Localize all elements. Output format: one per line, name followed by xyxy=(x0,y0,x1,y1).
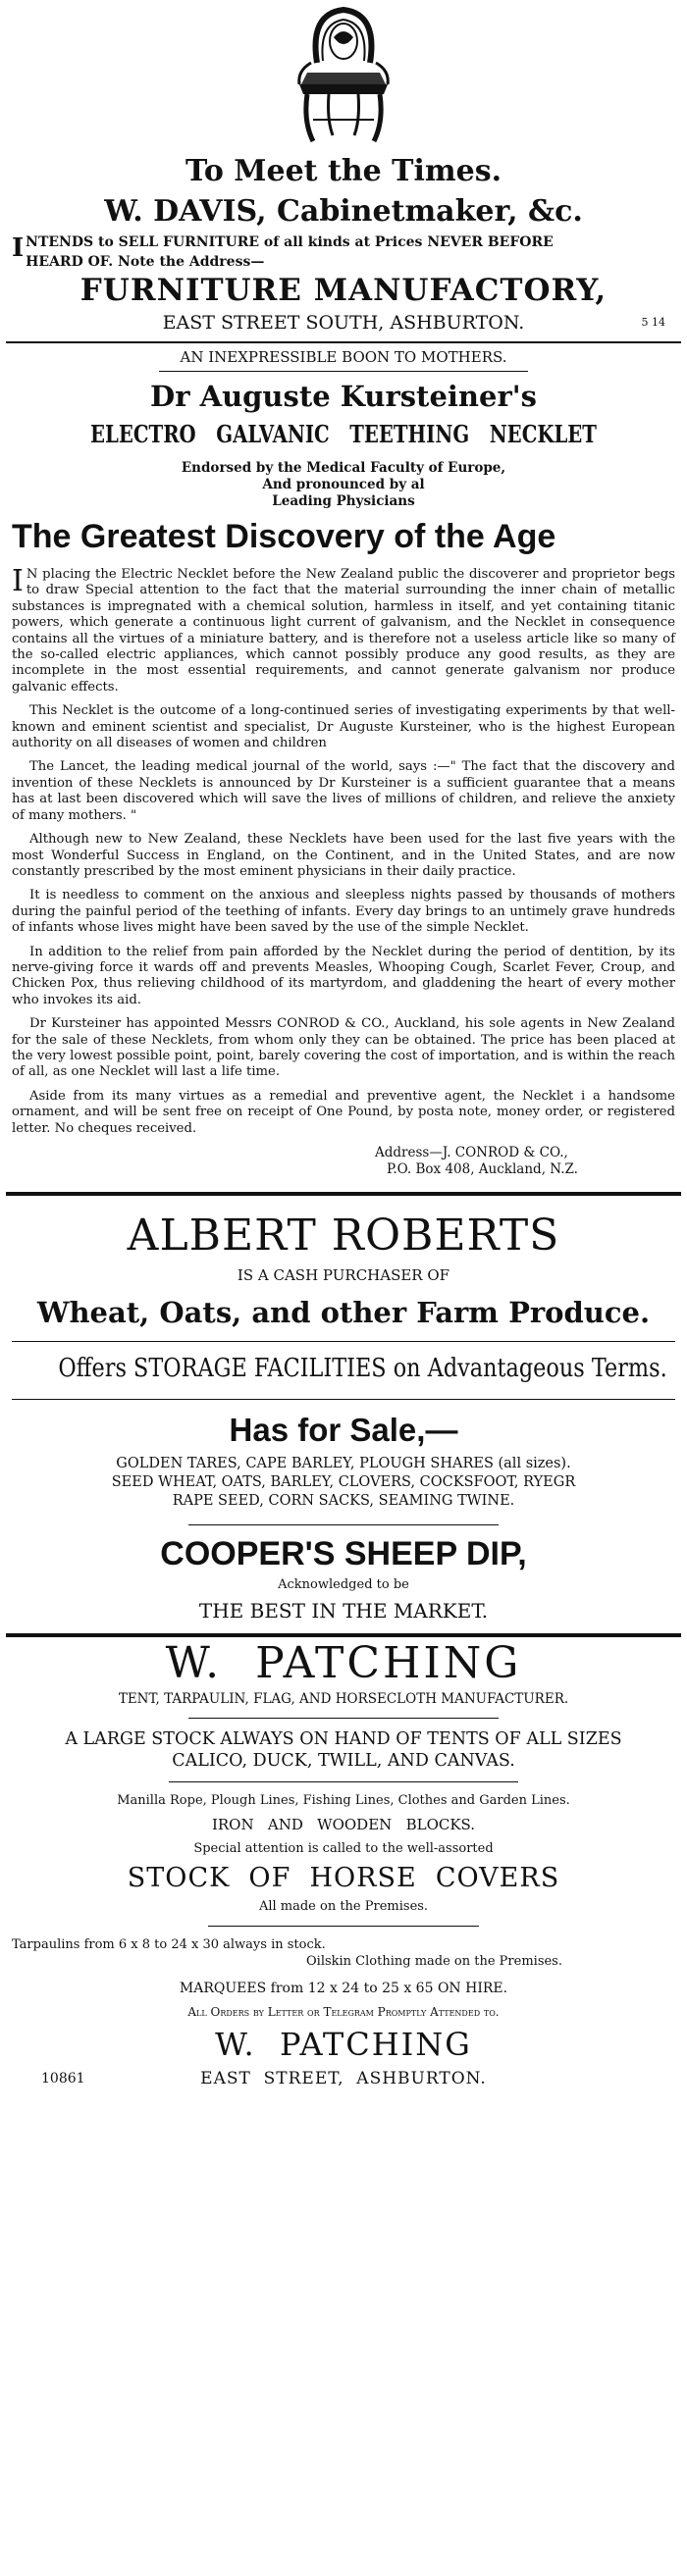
roberts-advert xyxy=(0,1208,687,1627)
necklet-advert xyxy=(0,343,687,1178)
roberts-sale: Has for Sale,— xyxy=(229,1412,458,1448)
divider xyxy=(12,1341,675,1342)
necklet-endorse-1: Endorsed by the Medical Faculty of Europe, xyxy=(181,460,506,476)
patching-footer-name: W. PATCHING xyxy=(215,2026,472,2063)
roberts-name: ALBERT ROBERTS xyxy=(127,1211,560,1261)
divider xyxy=(208,1926,479,1927)
patching-ref: 10861 xyxy=(41,2071,85,2087)
roberts-items-2: SEED WHEAT, OATS, BARLEY, CLOVERS, COCKSFOOT, RYEGR xyxy=(111,1474,576,1490)
necklet-paragraph-1-text: N placing the Electric Necklet before the New Zealand public the discoverer and proprietor begs to draw Special attention to the fact that the material surrounding the inner chain of metallic substances is impregnated with a chemical solution, harmless in itself, and yet containing titanic powers, which generate a continuous light current of galvanism, and the Necklet in consequence contains all the virtues of a miniature battery, and is therefore not a useless article like so many of the so-called electric appliances, which cannot possibly produce any good results, as they are incomplete in the most essential requirements, and cannot generate galvanism nor produce galvanic effects. xyxy=(12,567,675,695)
davis-ref: 5 14 xyxy=(641,316,665,329)
patching-special: Special attention is called to the well-assorted xyxy=(193,1841,494,1856)
patching-premises: All made on the Premises. xyxy=(258,1899,429,1914)
necklet-paragraph-2: This Necklet is the outcome of a long-continued series of investigating experiments by that well-known and eminent scientist and specialist, Dr Auguste Kursteiner, who is the highest European authority on all diseases of women and children xyxy=(12,703,675,751)
necklet-paragraph-7: Dr Kursteiner has appointed Messrs CONROD & CO., Auckland, his sole agents in New Zealand for the sale of these Necklets, from whom only they can be obtained. The price has been placed at the very lowest possible point, point, barely covering the cost of importation, and is within the reach of all, as one Necklet will last a life time. xyxy=(12,1016,675,1080)
divider xyxy=(159,371,528,372)
patching-stock-2: CALICO, DUCK, TWILL, AND CANVAS. xyxy=(172,1751,515,1771)
patching-tarp: Tarpaulins from 6 x 8 to 24 x 30 always in stock. xyxy=(12,1937,326,1952)
roberts-sub: IS A CASH PURCHASER OF xyxy=(237,1266,450,1284)
chair-illustration xyxy=(0,0,687,151)
divider xyxy=(12,1399,675,1400)
necklet-endorse-3: Leading Physicians xyxy=(272,493,415,509)
roberts-items-3: RAPE SEED, CORN SACKS, SEAMING TWINE. xyxy=(172,1493,515,1509)
patching-orders: All Orders by Letter or Telegram Promptly Attended to. xyxy=(187,2005,500,2019)
divider xyxy=(188,1718,499,1719)
davis-line1-text: NTENDS to SELL FURNITURE of all kinds at Prices NEVER BEFORE xyxy=(26,234,554,250)
patching-footer-row xyxy=(12,2066,675,2091)
necklet-address-1: Address—J. CONROD & CO., xyxy=(375,1145,568,1160)
davis-line2: HEARD OF. Note the Address— xyxy=(26,254,265,270)
patching-advert xyxy=(0,1637,687,2091)
davis-advert xyxy=(0,151,687,335)
patching-stock-1: A LARGE STOCK ALWAYS ON HAND OF TENTS OF ALL SIZES xyxy=(65,1729,622,1749)
davis-address-row xyxy=(12,310,675,335)
roberts-produce: Wheat, Oats, and other Farm Produce. xyxy=(36,1296,651,1329)
davis-heading: To Meet the Times. xyxy=(185,154,502,188)
necklet-paragraph-8: Aside from its many virtues as a remedial and preventive agent, the Necklet i a handsome ornament, and will be sent free on receipt of One Pound, by posta note, money order, or registered letter. No cheques received. xyxy=(12,1088,675,1136)
roberts-ack: Acknowledged to be xyxy=(278,1577,409,1592)
patching-name: W. PATCHING xyxy=(165,1638,522,1688)
necklet-paragraph-1 xyxy=(12,564,675,696)
necklet-boon: AN INEXPRESSIBLE BOON TO MOTHERS. xyxy=(180,348,507,366)
necklet-paragraph-3: The Lancet, the leading medical journal of the world, says :—" The fact that the discovery and invention of these Necklets is announced by Dr Kursteiner is a sufficient guarantee that a means has at last been discovered which will save the lives of millions of children, and relieve the anxiety of many mothers. " xyxy=(12,759,675,823)
patching-trade: TENT, TARPAULIN, FLAG, AND HORSECLOTH MANUFACTURER. xyxy=(118,1691,569,1707)
drop-cap: I xyxy=(12,564,24,598)
patching-address: EAST STREET, ASHBURTON. xyxy=(200,2069,487,2088)
necklet-endorse-2: And pronounced by al xyxy=(262,477,425,492)
necklet-body xyxy=(12,564,675,1137)
necklet-paragraph-5: It is needless to comment on the anxious and sleepless nights passed by thousands of mothers during the painful period of the teething of infants. Every day brings to an untimely grave hundreds of infants whose lives might have been saved by the use of the simple Necklet. xyxy=(12,888,675,936)
drop-cap: I xyxy=(12,233,25,263)
davis-factory: FURNITURE MANUFACTORY, xyxy=(79,273,608,308)
necklet-headline: The Greatest Discovery of the Age xyxy=(12,518,556,555)
roberts-storage: Offers STORAGE FACILITIES on Advantageous Terms. xyxy=(58,1354,667,1383)
patching-marquees: MARQUEES from 12 x 24 to 25 x 65 ON HIRE. xyxy=(179,1981,508,1996)
roberts-dip: COOPER'S SHEEP DIP, xyxy=(160,1535,527,1572)
roberts-items-1: GOLDEN TARES, CAPE BARLEY, PLOUGH SHARES (all sizes). xyxy=(116,1456,571,1471)
necklet-name: Dr Auguste Kursteiner's xyxy=(150,380,537,413)
roberts-best: THE BEST IN THE MARKET. xyxy=(198,1599,489,1623)
necklet-paragraph-6: In addition to the relief from pain afforded by the Necklet during the period of dentition, by its nerve-giving force it wards off and prevents Measles, Whooping Cough, Scarlet Fever, Croup, and Chicken Pox, thus relieving childhood of its martyrdom, and gladdening the heart of every mother who invokes its aid. xyxy=(12,944,675,1007)
davis-address: EAST STREET SOUTH, ASHBURTON. xyxy=(162,312,525,334)
divider xyxy=(188,1524,499,1525)
patching-oilskin: Oilskin Clothing made on the Premises. xyxy=(306,1954,562,1969)
necklet-address-2: P.O. Box 408, Auckland, N.Z. xyxy=(387,1161,578,1177)
chair-icon xyxy=(290,4,397,147)
patching-blocks: IRON AND WOODEN BLOCKS. xyxy=(211,1816,476,1833)
divider xyxy=(169,1781,518,1782)
necklet-paragraph-4: Although new to New Zealand, these Necklets have been used for the last five years with the most Wonderful Success in England, on the Continent, and in the United States, and are now constantly prescribed by the most eminent physicians in their daily practice. xyxy=(12,832,675,879)
patching-rope: Manilla Rope, Plough Lines, Fishing Lines, Clothes and Garden Lines. xyxy=(117,1793,570,1808)
patching-covers: STOCK OF HORSE COVERS xyxy=(127,1863,560,1893)
davis-name: W. DAVIS, Cabinetmaker, &c. xyxy=(104,194,583,229)
divider xyxy=(6,1192,681,1196)
necklet-product: ELECTRO GALVANIC TEETHING NECKLET xyxy=(90,420,597,448)
